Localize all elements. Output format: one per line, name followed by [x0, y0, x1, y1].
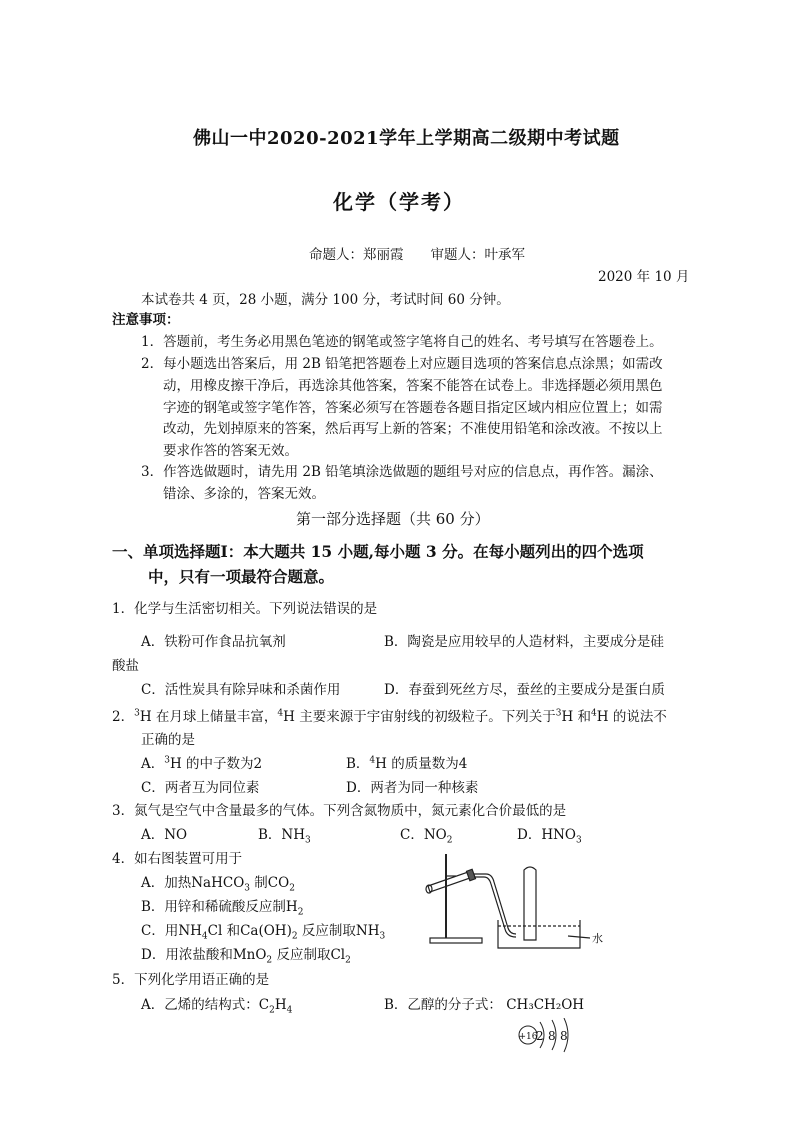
- exam-info: 本试卷共 4 页，28 小题，满分 100 分，考试时间 60 分钟。: [141, 292, 510, 308]
- notice-line: 动，用橡皮擦干净后，再选涂其他答案，答案不能答在试卷上。非选择题必须用黑色: [163, 378, 663, 394]
- apparatus-figure: [420, 850, 610, 950]
- section1-heading: 一、单项选择题Ⅰ：本大题共 15 小题,每小题 3 分。在每小题列出的四个选项: [112, 542, 644, 561]
- q2-option-a: A．$^3$H 的中子数为2: [141, 755, 263, 772]
- shell-electrons: 2: [536, 1029, 544, 1043]
- notice-heading: 注意事项：: [112, 312, 180, 328]
- q2-option-b: B．$^4$H 的质量数为4: [346, 755, 468, 772]
- water-trough: [498, 920, 580, 948]
- test-tube: [428, 872, 470, 892]
- q3-option-b: B．$NH_3$: [258, 827, 311, 846]
- q1-option-b-cont: 酸盐: [112, 658, 139, 674]
- exam-date: 2020 年 10 月: [598, 269, 690, 285]
- shell-electrons: 8: [548, 1029, 556, 1043]
- q1-stem: 1．化学与生活密切相关。下列说法错误的是: [112, 601, 378, 617]
- q1-option-a: A．铁粉可作食品抗氧剂: [141, 634, 286, 650]
- q4-option-d: D．用浓盐酸和MnO$_2$ 反应制取$Cl_2$: [141, 947, 351, 966]
- water-label: 水: [592, 932, 603, 945]
- notice-line: 3．作答选做题时，请先用 2B 铅笔填涂选做题的题组号对应的信息点，再作答。漏涂、: [141, 464, 663, 480]
- authors: 命题人：郑丽霞 审题人：叶承军: [309, 247, 525, 263]
- q2-option-d: D．两者为同一种核素: [346, 780, 479, 796]
- q2-option-c: C．两者互为同位素: [141, 780, 260, 796]
- q1-option-b: B．陶瓷是应用较早的人造材料，主要成分是硅: [384, 634, 664, 650]
- nucleus-charge: +16: [518, 1032, 538, 1042]
- atom-structure-diagram: [512, 1018, 592, 1062]
- q4-stem: 4．如右图装置可用于: [112, 851, 243, 867]
- q2-stem-cont: 正确的是: [141, 732, 195, 748]
- q1-option-d: D．春蚕到死丝方尽，蚕丝的主要成分是蛋白质: [384, 682, 665, 698]
- shell-electrons: 8: [560, 1029, 568, 1043]
- q4-option-a: A．加热NaHCO$_3$ 制$CO_2$: [141, 875, 295, 894]
- q5-stem: 5．下列化学用语正确的是: [112, 972, 270, 988]
- notice-line: 要求作答的答案无效。: [163, 443, 298, 459]
- q3-option-c: C．$NO_2$: [400, 827, 453, 846]
- stand-base: [430, 938, 482, 943]
- q1-option-c: C．活性炭具有除异味和杀菌作用: [141, 682, 341, 698]
- part1-heading: 第一部分选择题（共 60 分）: [296, 510, 490, 528]
- q4-option-c: C．用$NH_4Cl$ 和$Ca(OH)_2$ 反应制取$NH_3$: [141, 923, 386, 942]
- q4-option-b: B．用锌和稀硫酸反应制$H_2$: [141, 899, 304, 918]
- subject-title: 化学（学考）: [333, 190, 465, 214]
- q2-stem: 2．$^3$H 在月球上储量丰富，$^4$H 主要来源于宇宙射线的初级粒子。下列关于$^3$H 和$^4$H 的说法不: [112, 708, 667, 725]
- notice-line: 错涂、多涂的，答案无效。: [163, 486, 325, 502]
- q3-option-a: A．NO: [141, 827, 188, 843]
- delivery-tube: [474, 874, 516, 934]
- q5-option-a: A．乙烯的结构式：$C_2H_4$: [141, 997, 293, 1016]
- notice-line: 2．每小题选出答案后，用 2B 铅笔把答题卷上对应题目选项的答案信息点涂黑；如需改: [141, 356, 663, 372]
- notice-line: 1．答题前，考生务必用黑色笔迹的钢笔或签字笔将自己的姓名、考号填写在答题卷上。: [141, 334, 663, 350]
- notice-line: 改动，先划掉原来的答案，然后再写上新的答案；不准使用铅笔和涂改液。不按以上: [163, 421, 663, 437]
- collecting-tube: [524, 867, 536, 940]
- q3-stem: 3．氮气是空气中含量最多的气体。下列含氮物质中，氮元素化合价最低的是: [112, 803, 567, 819]
- notice-line: 字迹的钢笔或签字笔作答，答案必须写在答题卷各题目指定区域内相应位置上；如需: [163, 400, 663, 416]
- q3-option-d: D．$HNO_3$: [517, 827, 582, 846]
- section1-heading-cont: 中，只有一项最符合题意。: [148, 567, 335, 586]
- q5-option-b: B．乙醇的分子式： CH₃CH₂OH: [384, 997, 585, 1013]
- paper-title: 佛山一中2020-2021学年上学期高二级期中考试题: [193, 128, 620, 149]
